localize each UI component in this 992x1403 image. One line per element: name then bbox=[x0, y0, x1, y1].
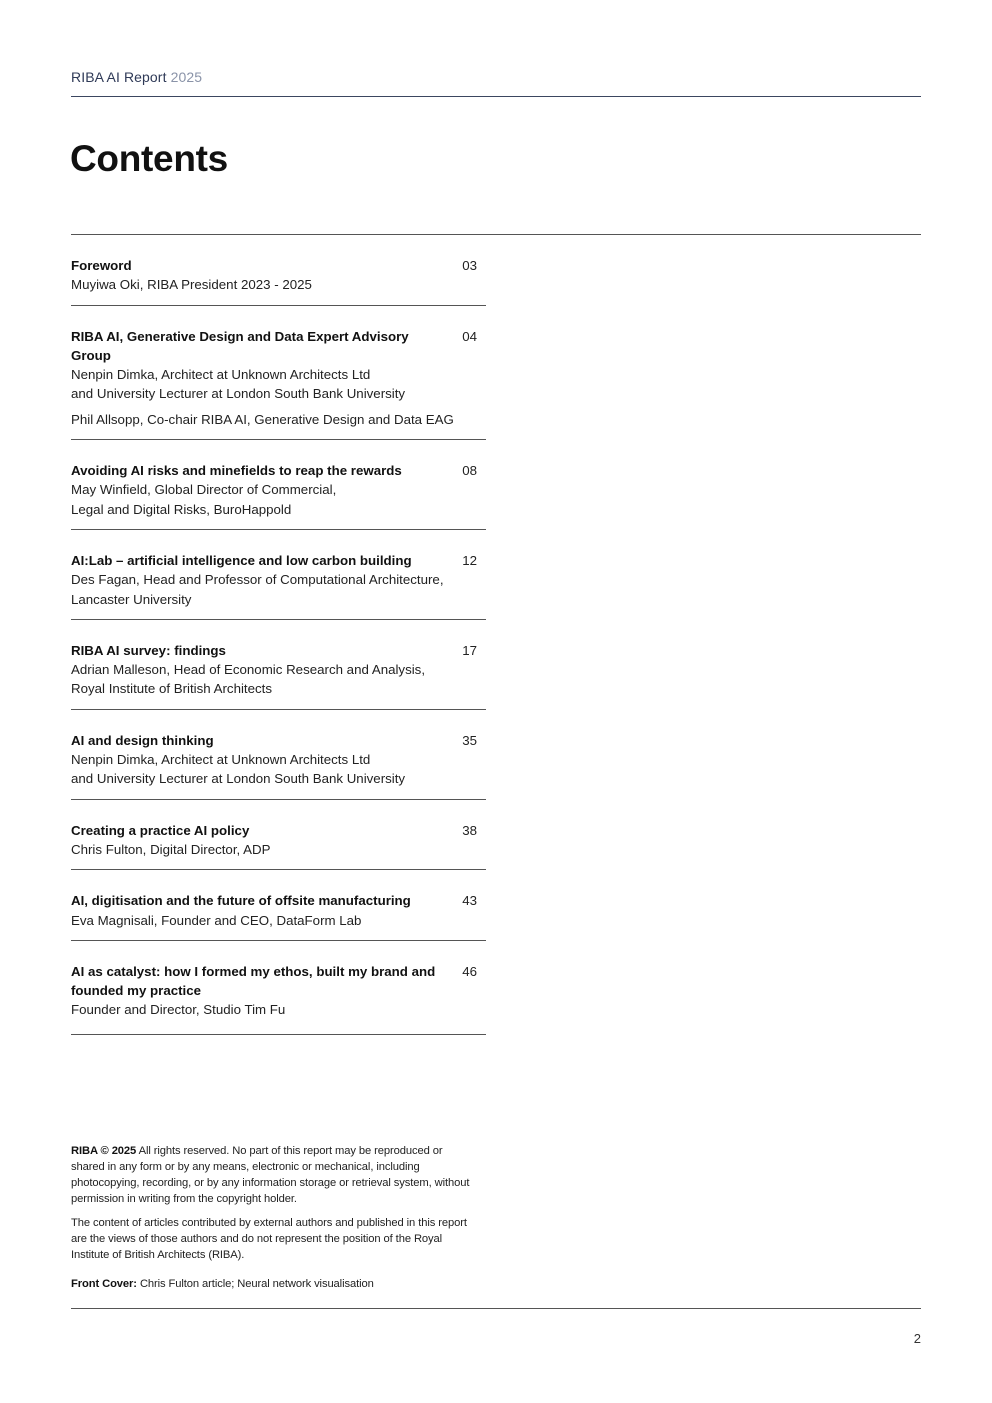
toc-entry[interactable] bbox=[71, 530, 486, 620]
toc-entry-title: Foreword bbox=[71, 258, 132, 273]
toc-entry-author: Eva Magnisali, Founder and CEO, DataForm Lab bbox=[71, 912, 362, 928]
toc-entry-page: 03 bbox=[462, 258, 477, 273]
header-divider bbox=[71, 96, 921, 97]
disclaimer: The content of articles contributed by external authors and published in this report are the views of those authors and do not represent the position of the Royal Institute of British Architects (RIBA). bbox=[71, 1217, 467, 1261]
toc-entry-title: AI:Lab – artificial intelligence and low carbon building bbox=[71, 552, 412, 568]
copyright-text: All rights reserved. No part of this report may be reproduced or shared in any form or by any means, electronic or mechanical, including photocopying, recording, or by any information storage or retrieval system, without permission in writing from the copyright holder. bbox=[71, 1145, 470, 1205]
front-cover-label: Front Cover: bbox=[71, 1278, 137, 1290]
toc-entry[interactable] bbox=[71, 620, 486, 710]
front-cover-text: Chris Fulton article; Neural network visualisation bbox=[136, 1278, 374, 1290]
toc-entry-author: Phil Allsopp, Co-chair RIBA AI, Generative Design and Data EAG bbox=[71, 411, 454, 427]
front-cover-credit bbox=[71, 1276, 471, 1292]
toc-entry-author: Lancaster University bbox=[71, 591, 192, 607]
toc-entry-author: Founder and Director, Studio Tim Fu bbox=[71, 1002, 286, 1018]
footer-divider bbox=[71, 1308, 921, 1309]
toc-entry[interactable] bbox=[71, 440, 486, 530]
report-header bbox=[71, 69, 202, 85]
toc-entry-page: 04 bbox=[462, 328, 477, 344]
toc-entry-title: AI and design thinking bbox=[71, 732, 214, 748]
toc-entry-page: 35 bbox=[462, 732, 477, 748]
toc-entry[interactable] bbox=[71, 870, 486, 941]
legal-notice bbox=[71, 1143, 471, 1300]
toc-entry[interactable] bbox=[71, 235, 486, 306]
toc-entry-author: Des Fagan, Head and Professor of Computational Architecture, bbox=[71, 572, 444, 588]
copyright-label: RIBA © 2025 bbox=[71, 1145, 137, 1157]
toc-entry-title: AI, digitisation and the future of offsite manufacturing bbox=[71, 893, 411, 909]
toc-entry[interactable] bbox=[71, 941, 486, 1035]
toc-entry[interactable] bbox=[71, 710, 486, 800]
table-of-contents bbox=[71, 235, 486, 1035]
toc-entry-title: AI as catalyst: how I formed my ethos, built my brand and founded my practice bbox=[71, 963, 436, 999]
toc-entry-page: 46 bbox=[462, 963, 477, 979]
report-year: 2025 bbox=[170, 69, 203, 85]
toc-entry-author: and University Lecturer at London South Bank University bbox=[71, 386, 406, 402]
toc-entry-author: Royal Institute of British Architects bbox=[71, 681, 273, 697]
toc-entry-author: Nenpin Dimka, Architect at Unknown Architects Ltd bbox=[71, 752, 371, 768]
copyright-notice bbox=[71, 1143, 471, 1207]
toc-entry-page: 38 bbox=[462, 822, 477, 838]
toc-entry-title: RIBA AI survey: findings bbox=[71, 642, 226, 658]
toc-entry-page: 08 bbox=[462, 463, 477, 479]
toc-entry[interactable] bbox=[71, 800, 486, 871]
toc-entry-author: Legal and Digital Risks, BuroHappold bbox=[71, 501, 292, 517]
report-name: RIBA AI Report bbox=[71, 69, 167, 85]
toc-entry-author: May Winfield, Global Director of Commercial, bbox=[71, 482, 337, 498]
toc-entry-page: 43 bbox=[462, 893, 477, 909]
toc-entry-author: Muyiwa Oki, RIBA President 2023 - 2025 bbox=[71, 277, 312, 293]
toc-entry[interactable] bbox=[71, 306, 486, 440]
toc-entry-page: 17 bbox=[462, 642, 477, 658]
page-title: Contents bbox=[70, 138, 228, 179]
toc-entry-author: Nenpin Dimka, Architect at Unknown Architects Ltd bbox=[71, 367, 371, 383]
toc-entry-title: Creating a practice AI policy bbox=[71, 822, 250, 838]
toc-entry-author: Adrian Malleson, Head of Economic Research and Analysis, bbox=[71, 662, 426, 678]
toc-entry-title: RIBA AI, Generative Design and Data Expert Advisory Group bbox=[71, 328, 409, 363]
toc-entry-author: and University Lecturer at London South Bank University bbox=[71, 771, 406, 787]
toc-entry-author: Chris Fulton, Digital Director, ADP bbox=[71, 841, 271, 857]
page-number: 2 bbox=[913, 1331, 921, 1346]
toc-entry-title: Avoiding AI risks and minefields to reap the rewards bbox=[71, 463, 402, 479]
toc-entry-page: 12 bbox=[462, 552, 477, 568]
